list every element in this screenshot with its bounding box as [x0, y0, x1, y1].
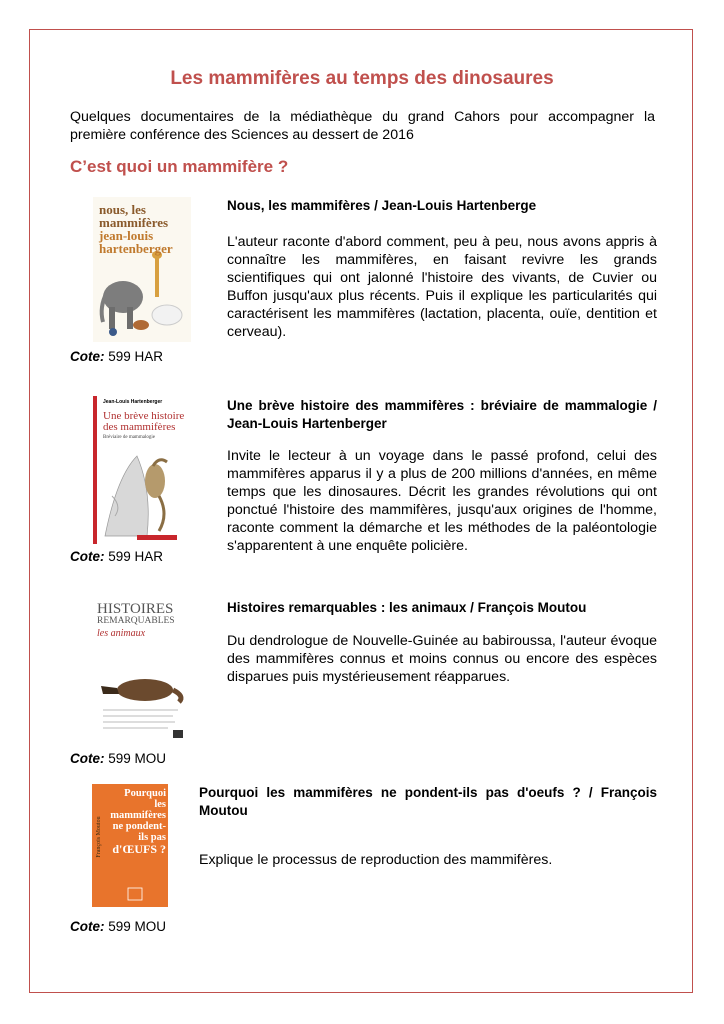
book-cote: Cote: 599 MOU: [70, 751, 167, 766]
cover-title-text: Pourquoi les mammifères ne pondent- ils pas d'ŒUFS ?: [110, 788, 166, 857]
book-cote: Cote: 599 MOU: [70, 919, 167, 934]
book-title: Une brève histoire des mammifères : bréviaire de mammalogie / Jean-Louis Hartenberger: [227, 398, 657, 431]
cover-author-text: François Moutou: [96, 816, 102, 858]
book-description: Du dendrologue de Nouvelle-Guinée au babiroussa, l'auteur évoque des mammifères connus et moins connus ou encore des espèces disparues puis mystérieusement réapparues.: [227, 633, 657, 685]
book-description: Invite le lecteur à un voyage dans le passé profond, celui des mammifères apparus il y a plus de 200 millions d'années, en même temps que les dinosaures. Décrit les grandes révolutions qui ont ponctué l'histoire des mammifères, jusqu'aux origines de l'homme, raconte comment la démarche et les méthodes de la paléontologie s'apparentent à une enquête policière.: [227, 448, 657, 554]
book-cover-breve-histoire: [93, 396, 191, 544]
book-description: L'auteur raconte d'abord comment, peu à peu, nous avons appris à connaître les mammifères, en faisant revivre les grands scientifiques qui ont jalonné l'histoire des vivants, de Cuvier ou Buffon jusqu'aux plus récents. Puis il explique les particularités qui caractérisent les mammifères (lactation, placenta, ouïe, dentition et cerveau).: [227, 234, 657, 340]
cover-title-text: HISTOIRES REMARQUABLES les animaux: [97, 601, 175, 639]
book-cover-pourquoi-les-mammiferes: [92, 784, 168, 907]
cover-logo: [92, 784, 168, 907]
section-title: C’est quoi un mammifère ?: [70, 157, 289, 176]
intro-text: Quelques documentaires de la médiathèque du grand Cahors pour accompagner la première conférence des Sciences au dessert de 2016: [70, 109, 655, 143]
book-cover-nous-les-mammiferes: [93, 197, 191, 342]
book-title: Pourquoi les mammifères ne pondent-ils pas d'oeufs ? / François Moutou: [199, 785, 657, 818]
cover-title-text: Jean-Louis Hartenberger Une brève histoire des mammifères Bréviaire de mammalogie: [103, 399, 185, 440]
book-cote: Cote: 599 HAR: [70, 549, 164, 564]
book-cover-histoires-remarquables: [93, 598, 191, 744]
book-title: Nous, les mammifères / Jean-Louis Hartenberge: [227, 198, 537, 213]
page-title: Les mammifères au temps des dinosaures: [170, 68, 554, 89]
cover-title-text: nous, les mammifères jean-louis hartenberger: [99, 202, 173, 256]
book-title: Histoires remarquables : les animaux / François Moutou: [227, 600, 587, 615]
book-description: Explique le processus de reproduction des mammifères.: [199, 852, 553, 868]
book-cote: Cote: 599 HAR: [70, 349, 164, 364]
